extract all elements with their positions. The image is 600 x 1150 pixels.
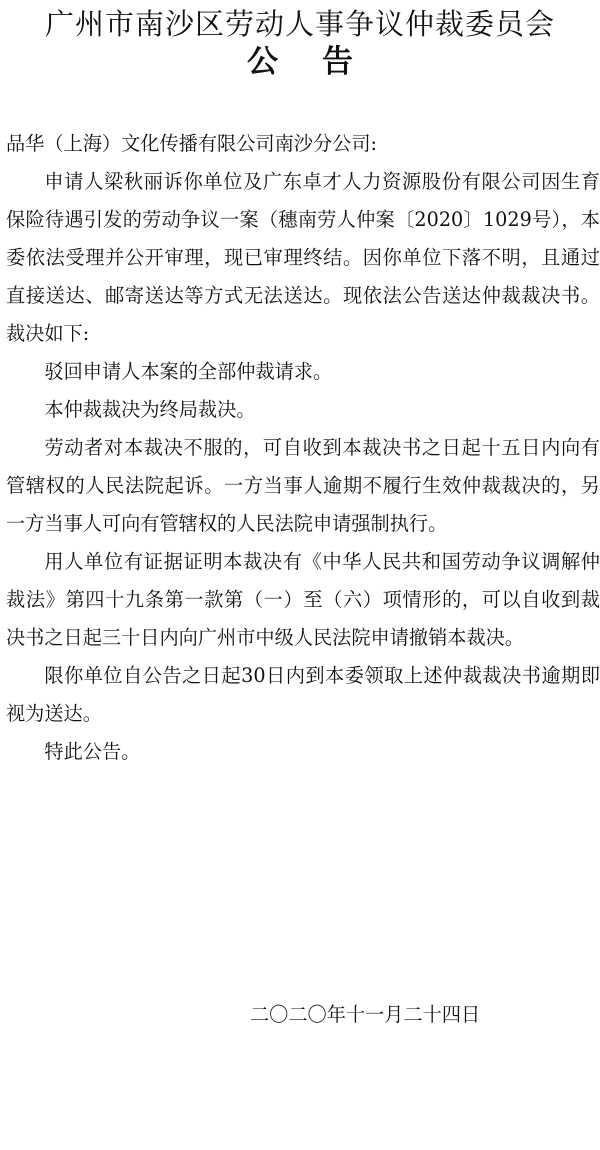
- document-type-char-1: 公: [247, 44, 278, 80]
- paragraph-finality: 本仲裁裁决为终局裁决。: [44, 398, 256, 421]
- notice-date: 二〇二〇年十一月二十四日: [250, 1003, 481, 1026]
- addressee-line: 品华（上海）文化传播有限公司南沙分公司:: [6, 132, 378, 155]
- issuer-title: 广州市南沙区劳动人事争议仲裁委员会: [44, 7, 555, 41]
- paragraph-collection-deadline: 限你单位自公告之日起30日内到本委领取上述仲裁裁决书逾期即视为送达。: [6, 664, 600, 725]
- paragraph-closing: 特此公告。: [44, 740, 141, 763]
- paragraph-employer-revocation: 用人单位有证据证明本裁决有《中华人民共和国劳动争议调解仲裁法》第四十九条第一款第（一）至（六）项情形的，可以自收到裁决书之日起三十日内向广州市中级人民法院申请撤销本裁决。: [6, 550, 600, 649]
- document-type-title: [0, 44, 600, 80]
- paragraph-case-summary: 申请人梁秋丽诉你单位及广东卓才人力资源股份有限公司因生育保险待遇引发的劳动争议一案（穗南劳人仲案〔2020〕1029号），本委依法受理并公开审理，现已审理终结。因你单位下落不明，且通过直接送达、邮寄送达等方式无法送达。现依法公告送达仲裁裁决书。裁决如下:: [6, 170, 600, 345]
- document-type-char-2: 告: [322, 44, 353, 80]
- paragraph-worker-appeal: 劳动者对本裁决不服的，可自收到本裁决书之日起十五日内向有管辖权的人民法院起诉。一方当事人逾期不履行生效仲裁裁决的，另一方当事人可向有管辖权的人民法院申请强制执行。: [6, 436, 600, 535]
- paragraph-ruling: 驳回申请人本案的全部仲裁请求。: [44, 360, 333, 383]
- notice-body: [6, 125, 600, 771]
